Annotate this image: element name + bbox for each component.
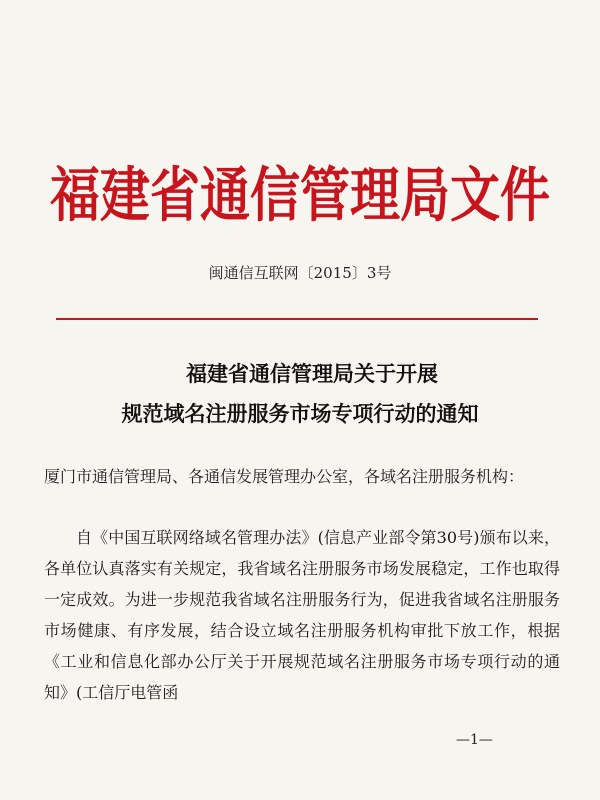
salutation: 厦门市通信管理局、各通信发展管理办公室，各域名注册服务机构：	[44, 467, 525, 486]
notice-title-line-2: 规范域名注册服务市场专项行动的通知	[121, 401, 479, 426]
document-number: 闽通信互联网〔2015〕3号	[208, 264, 392, 282]
notice-title-line-1: 福建省通信管理局关于开展	[186, 361, 438, 386]
body-paragraph: 自《中国互联网络域名管理办法》(信息产业部令第30号)颁布以来，各单位认真落实有关规定，我省域名注册服务市场发展稳定，工作也取得一定成效。为进一步规范我省域名注册服务行为，促进我省域名注册服务市场健康、有序发展，结合设立域名注册服务机构审批下放工作，根据《工业和信息化部办公厅关于开展规范域名注册服务市场专项行动的通知》(工信厅电管函	[44, 528, 560, 702]
masthead-title: 福建省通信管理局文件	[50, 159, 550, 230]
red-separator-line	[56, 318, 538, 320]
page-number: —1—	[456, 732, 493, 748]
